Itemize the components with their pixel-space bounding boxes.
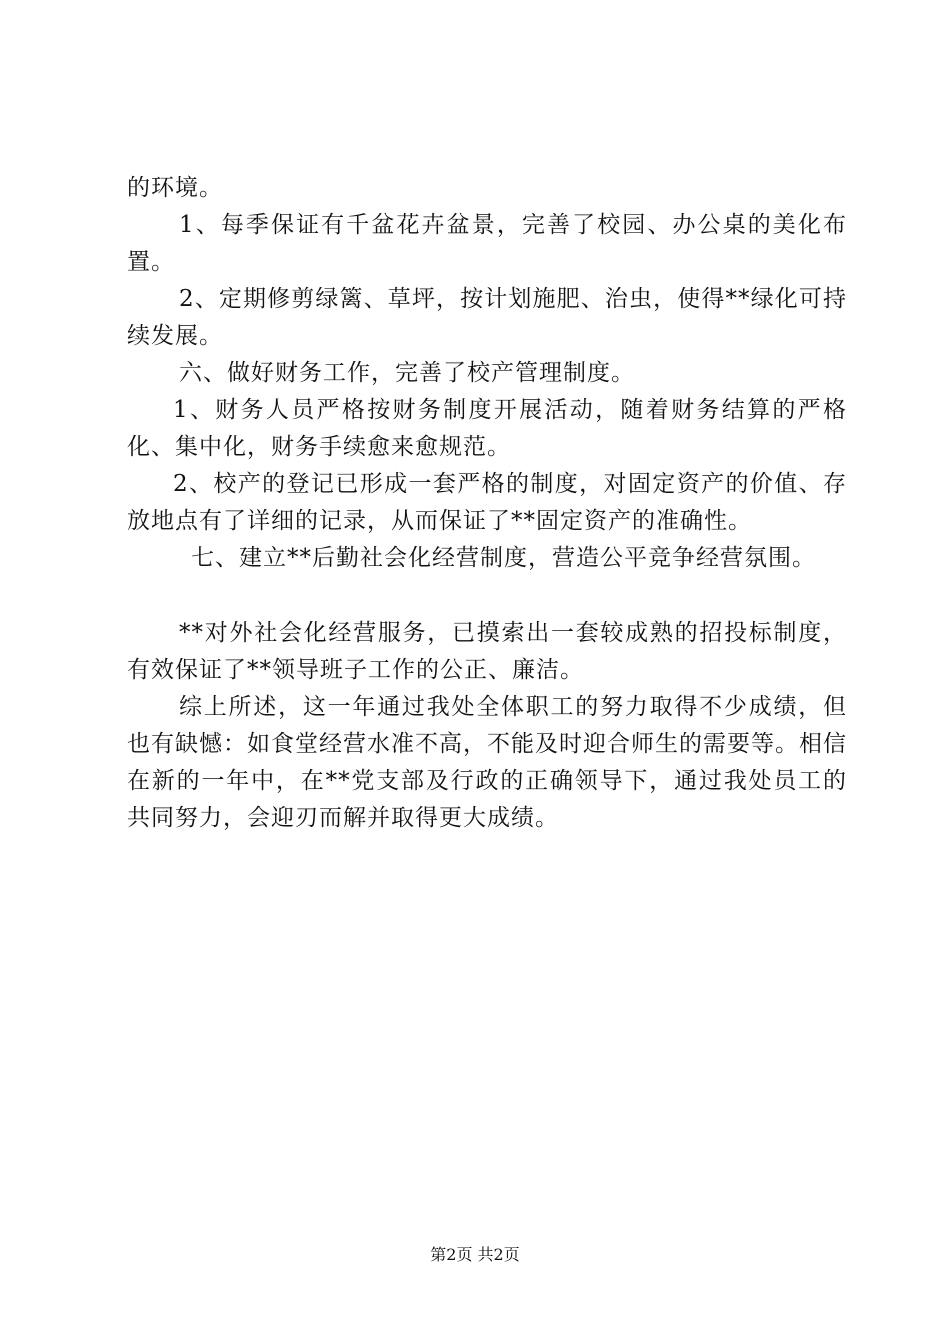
page-footer: 第2页 共2页 [430,1245,520,1264]
document-body [127,170,847,837]
paragraph-summary: 综上所述，这一年通过我处全体职工的努力取得不少成绩，但也有缺憾：如食堂经营水准不高，不能及时迎合师生的需要等。相信在新的一年中，在**党支部及行政的正确领导下，通过我处员工的共同努力，会迎刃而解并取得更大成绩。 [127,694,847,831]
paragraph-continuation: 的环境。 [127,175,223,201]
section-heading-seven: 七、建立**后勤社会化经营制度，营造公平竞争经营氛围。 [191,545,816,571]
paragraph-item-1-flowers: 1、每季保证有千盆花卉盆景，完善了校园、办公桌的美化布置。 [127,212,847,275]
paragraph-item-1-finance: 1、财务人员严格按财务制度开展活动，随着财务结算的严格化、集中化，财务手续愈来愈规范。 [127,397,847,460]
paragraph-outsourcing: **对外社会化经营服务，已摸索出一套较成熟的招投标制度，有效保证了**领导班子工作的公正、廉洁。 [127,620,847,683]
paragraph-gap [127,577,847,615]
paragraph-item-2-assets: 2、校产的登记已形成一套严格的制度，对固定资产的价值、存放地点有了详细的记录，从而保证了**固定资产的准确性。 [127,471,847,534]
section-heading-six: 六、做好财务工作，完善了校产管理制度。 [179,360,635,386]
paragraph-item-2-greening: 2、定期修剪绿篱、草坪，按计划施肥、治虫，使得**绿化可持续发展。 [127,286,847,349]
